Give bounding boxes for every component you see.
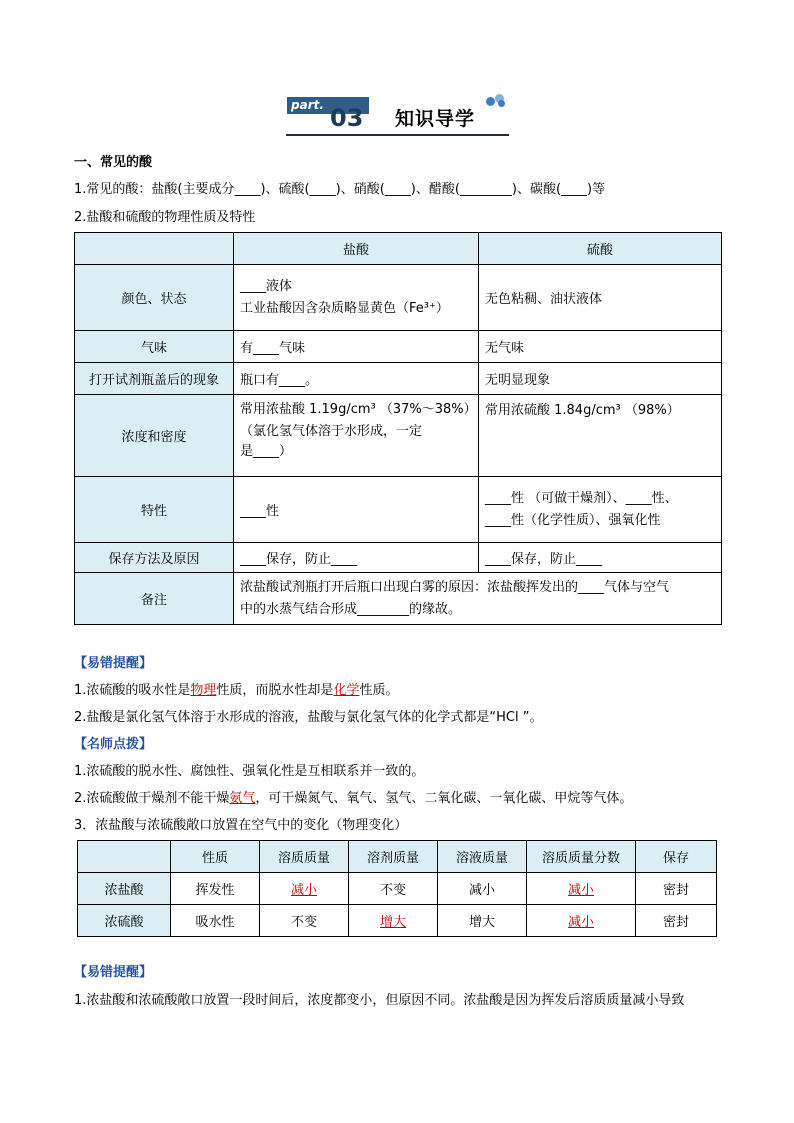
- table-cell: 不变: [260, 905, 349, 937]
- common-acids-line: 1.常见的酸：盐酸(主要成分____)、硫酸(____)、硝酸(____)、醋酸(________)、碳酸(____)等: [74, 182, 606, 197]
- h2so4-cell: ____保存，防止____: [479, 543, 722, 573]
- cell-text: ____液体: [240, 278, 293, 294]
- row-label: 浓硫酸: [78, 905, 171, 937]
- hcl-cell: 瓶口有____。: [234, 363, 479, 395]
- row-label: 颜色、状态: [75, 265, 234, 331]
- note-cell: [234, 573, 722, 625]
- table-cell: 增大: [349, 905, 438, 937]
- row-label: 备注: [75, 573, 234, 625]
- h2so4-cell: 无色粘稠、油状液体: [479, 265, 722, 331]
- table-header: 溶液质量: [438, 841, 527, 873]
- h2so4-cell: [479, 477, 722, 543]
- table-cell: 减小: [527, 873, 636, 905]
- table-header: 保存: [636, 841, 717, 873]
- tip-heading: 【名师点拨】: [74, 737, 153, 752]
- cell-text: 是____）: [240, 444, 293, 459]
- tip-line: 1.浓硫酸的脱水性、腐蚀性、强氧化性是互相联系并一致的。: [74, 764, 425, 779]
- row-label: 浓盐酸: [78, 873, 171, 905]
- cell-text: （氯化氢气体溶于水形成，一定: [240, 424, 423, 439]
- header-underline: [286, 134, 509, 136]
- table-header-empty: [75, 233, 234, 265]
- table-cell: 挥发性: [171, 873, 260, 905]
- cell-text: 常用浓盐酸 1.19g/cm³ （37%～38%）: [240, 402, 477, 417]
- row-label: 特性: [75, 477, 234, 543]
- h2so4-cell: 常用浓硫酸 1.84g/cm³ （98%）: [479, 395, 722, 477]
- h2so4-cell: 无明显现象: [479, 363, 722, 395]
- part-label: part.: [287, 97, 369, 114]
- decoration-dots-icon: [486, 94, 508, 108]
- cell-text: ____性（化学性质）、强氧化性: [485, 512, 661, 528]
- section-heading: 一、常见的酸: [74, 155, 153, 170]
- cell-text: 浓盐酸试剂瓶打开后瓶口出现白雾的原因：浓盐酸挥发出的____气体与空气: [240, 579, 670, 595]
- table-header-h2so4: 硫酸: [479, 233, 722, 265]
- table-cell: 不变: [349, 873, 438, 905]
- table2-caption: 3．浓盐酸与浓硫酸敞口放置在空气中的变化（物理变化）: [74, 818, 408, 833]
- tip-line: 1.浓盐酸和浓硫酸敞口放置一段时间后，浓度都变小，但原因不同。浓盐酸是因为挥发后溶质质量减小导致: [74, 993, 685, 1008]
- hcl-cell: [234, 395, 479, 477]
- tip-line: 1.浓硫酸的吸水性是物理性质，而脱水性却是化学性质。: [74, 683, 399, 698]
- table-header: 溶剂质量: [349, 841, 438, 873]
- row-label: 气味: [75, 331, 234, 363]
- table-cell: 增大: [438, 905, 527, 937]
- properties-intro: 2.盐酸和硫酸的物理性质及特性: [74, 210, 256, 225]
- row-label: 保存方法及原因: [75, 543, 234, 573]
- row-label: 浓度和密度: [75, 395, 234, 477]
- hcl-cell: ____性: [234, 477, 479, 543]
- tip-heading: 【易错提醒】: [74, 656, 153, 671]
- table-cell: 减小: [438, 873, 527, 905]
- row-label: 打开试剂瓶盖后的现象: [75, 363, 234, 395]
- table-cell: 减小: [527, 905, 636, 937]
- table-cell: 减小: [260, 873, 349, 905]
- table-header: 性质: [171, 841, 260, 873]
- tip-line: 2.浓硫酸做干燥剂不能干燥氨气，可干燥氮气、氧气、氢气、二氧化碳、一氧化碳、甲烷等气体。: [74, 791, 633, 806]
- part-number: 03: [330, 104, 364, 132]
- exposure-change-table: [77, 840, 717, 937]
- table-cell: 密封: [636, 905, 717, 937]
- h2so4-cell: 无气味: [479, 331, 722, 363]
- hcl-cell: [234, 265, 479, 331]
- cell-text: ____性 （可做干燥剂）、____性、: [485, 490, 678, 506]
- tip-line: 2.盐酸是氯化氢气体溶于水形成的溶液，盐酸与氯化氢气体的化学式都是“HCl ”。: [74, 710, 543, 725]
- acid-properties-table: [74, 232, 722, 625]
- table-header-hcl: 盐酸: [234, 233, 479, 265]
- hcl-cell: ____保存，防止____: [234, 543, 479, 573]
- cell-text: 工业盐酸因含杂质略显黄色（Fe³⁺）: [240, 300, 449, 316]
- table-header: 溶质质量: [260, 841, 349, 873]
- table-cell: 吸水性: [171, 905, 260, 937]
- page-title: 知识导学: [395, 108, 476, 130]
- table-header-empty: [78, 841, 171, 873]
- hcl-cell: 有____气味: [234, 331, 479, 363]
- cell-text: 中的水蒸气结合形成________的缘故。: [240, 601, 462, 617]
- table-cell: 密封: [636, 873, 717, 905]
- tip-heading: 【易错提醒】: [74, 965, 153, 980]
- table-header: 溶质质量分数: [527, 841, 636, 873]
